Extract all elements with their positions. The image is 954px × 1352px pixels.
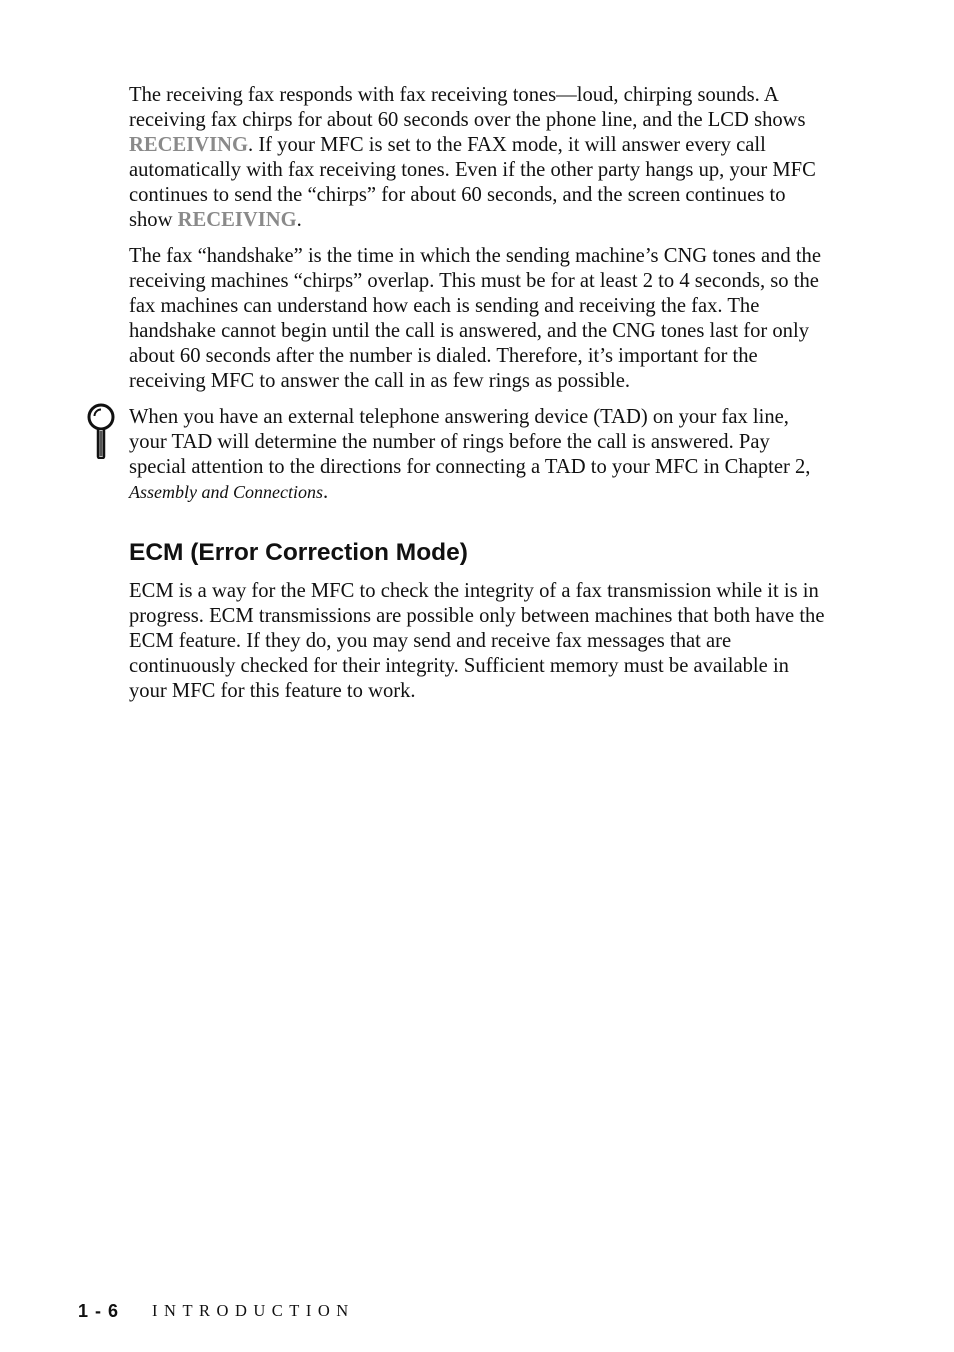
- section-name: INTRODUCTION: [152, 1301, 355, 1320]
- note-block: [129, 405, 825, 505]
- page-content: [129, 83, 825, 704]
- note-text: [129, 405, 825, 505]
- page-number: 1 - 6: [78, 1300, 120, 1321]
- note-body: When you have an external telephone answering device (TAD) on your fax line, your TAD will determine the number of rings before the call is answered. Pay special attention to the directions for connecting a TAD to your MFC in Chapter 2,: [129, 406, 811, 478]
- handshake-paragraph: The fax “handshake” is the time in which the sending machine’s CNG tones and the receiving machines “chirps” overlap. This must be for at least 2 to 4 seconds, so the fax machines can understand how each is sending and receiving the fax. The handshake cannot begin until the call is answered, and the CNG tones last for only about 60 seconds after the number is dialed. Therefore, it’s important for the receiving MFC to answer the call in as few rings as possible.: [129, 245, 821, 392]
- lightbulb-note-icon: [86, 403, 116, 459]
- paragraph-text: . If your MFC is set to the FAX mode, it will answer every call automatically with fax receiving tones. Even if the other party hangs up, your MFC continues to send the “chirps” for about 60 seconds, and the screen continues to show: [129, 134, 816, 231]
- paragraph-text: .: [296, 209, 302, 231]
- paragraph-text: The receiving fax responds with fax receiving tones—loud, chirping sounds. A receiving fax chirps for about 60 seconds over the phone line, and the LCD shows: [129, 84, 806, 131]
- page-footer: [78, 1299, 355, 1323]
- lcd-message-receiving: RECEIVING: [129, 134, 249, 156]
- receiving-tones-paragraph: [129, 83, 825, 233]
- ecm-paragraph: ECM is a way for the MFC to check the integrity of a fax transmission while it is in progress. ECM transmissions are possible only between machines that both have the ECM feature. If they do, you may send and receive fax messages that are continuously checked for their integrity. Sufficient memory must be available in your MFC for this feature to work.: [129, 580, 825, 702]
- chapter-reference: Assembly and Connections: [129, 482, 323, 502]
- lcd-message-receiving: RECEIVING: [177, 209, 297, 231]
- ecm-heading: ECM (Error Correction Mode): [129, 539, 468, 566]
- note-end: .: [322, 481, 329, 503]
